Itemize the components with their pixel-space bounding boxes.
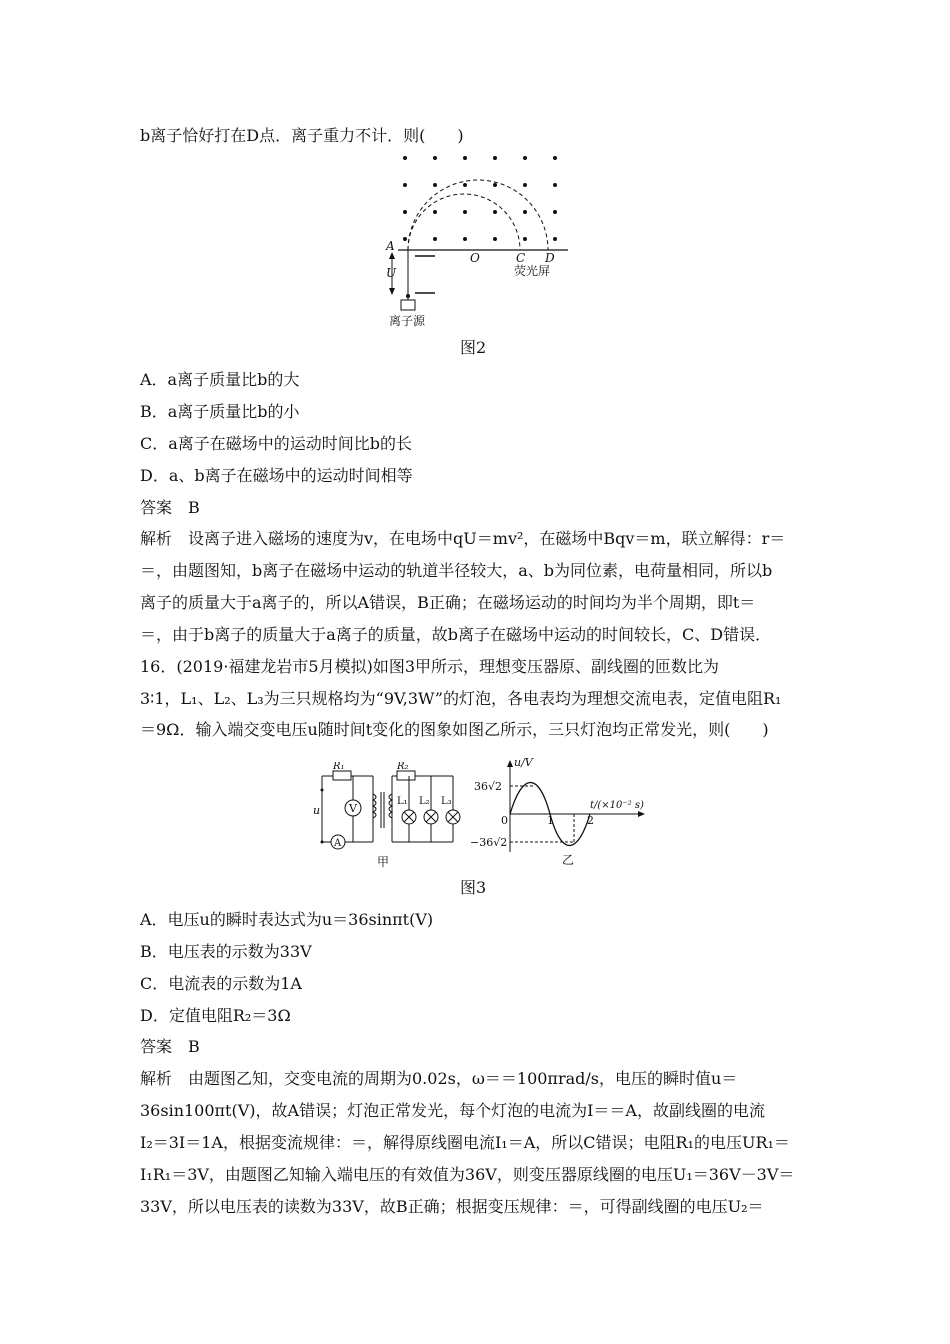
q16-stem-line-3: ＝9Ω．输入端交变电压u随时间t变化的图象如图乙所示，三只灯泡均正常发光，则( ) [140,720,769,739]
q15-intro: b离子恰好打在D点．离子重力不计．则( ) [140,126,464,145]
label-jia: 甲 [377,855,390,869]
q15-option-d: D．a、b离子在磁场中的运动时间相等 [140,466,413,485]
label-O: O [470,251,480,265]
q15-option-a: A．a离子质量比b的大 [140,370,300,389]
q16-analysis-line-1: 解析 由题图乙知，交变电流的周期为0.02s，ω＝＝100πrad/s，电压的瞬时值u＝ [140,1069,738,1088]
label-r1: R₁ [333,762,345,772]
label-l2: L₂ [419,796,430,807]
figure-3-caption: 图3 [460,878,487,897]
y-max-label: 36√2 [474,780,503,793]
resistor-r2 [397,771,415,780]
resistor-r1 [333,771,351,780]
ion-source-box [401,300,415,310]
q15-analysis-line-3: 离子的质量大于a离子的，所以A错误，B正确；在磁场运动的时间均为半个周期，即t＝ [140,593,756,612]
y-axis-label: u/V [514,756,533,769]
lamp-l1-icon [402,810,416,824]
origin-label: 0 [501,814,508,827]
label-ion-source: 离子源 [389,314,426,328]
x-axis-label: t/(×10⁻² s) [590,800,644,811]
figure-2-magnetic-field-diagram [380,150,580,330]
label-screen: 荧光屏 [514,264,551,278]
q15-option-c: C．a离子在磁场中的运动时间比b的长 [140,434,413,453]
label-u: u [313,804,321,817]
lamp-l2-icon [424,810,438,824]
label-A: A [386,239,395,253]
trajectory-a [408,194,520,250]
q15-answer: 答案 B [140,498,200,517]
ammeter-label: A [334,838,342,849]
q16-analysis-line-5: 33V，所以电压表的读数为33V，故B正确；根据变压规律：＝，可得副线圈的电压U₂＝ [140,1197,764,1216]
label-l1: L₁ [397,796,408,807]
q16-analysis-line-3: I₂＝3I＝1A，根据变流规律：＝，解得原线圈电流I₁＝A，所以C错误；电阻R₁的电压UR₁＝ [140,1133,790,1152]
magnetic-field-dots [403,156,557,241]
voltmeter-label: V [349,802,357,815]
tick-2-label: 2 [587,814,594,827]
q15-option-b: B．a离子质量比b的小 [140,402,300,421]
lamp-l3-icon [446,810,460,824]
label-l3: L₃ [441,796,452,807]
figure-3-voltage-graph [470,752,670,867]
q16-option-b: B．电压表的示数为33V [140,942,312,961]
q16-stem-line-1: 16．(2019·福建龙岩市5月模拟)如图3甲所示，理想变压器原、副线圈的匝数比为 [140,657,720,676]
q16-option-c: C．电流表的示数为1A [140,974,302,993]
q16-answer: 答案 B [140,1037,200,1056]
q16-analysis-line-2: 36sin100πt(V)，故A错误；灯泡正常发光，每个灯泡的电流为I＝＝A，故副线圈的电流 [140,1101,765,1120]
q15-analysis-line-1: 解析 设离子进入磁场的速度为v，在电场中qU＝mv²，在磁场中Bqv＝m，联立解得：r＝ [140,529,786,548]
trajectory-b [408,180,548,250]
figure-3-circuit-diagram [305,762,465,872]
q15-analysis-line-4: ＝，由于b离子的质量大于a离子的质量，故b离子在磁场中运动的时间较长，C、D错误． [140,625,772,644]
q15-analysis-line-2: ＝，由题图知，b离子在磁场中运动的轨道半径较大，a、b为同位素，电荷量相同，所以b [140,561,773,580]
label-U: U [386,266,397,280]
tick-1-label: 1 [547,814,554,827]
label-D: D [545,251,555,265]
label-C: C [516,251,526,265]
label-yi: 乙 [562,853,575,867]
q16-analysis-line-4: I₁R₁＝3V，由题图乙知输入端电压的有效值为36V，则变压器原线圈的电压U₁＝36V－3V＝ [140,1165,795,1184]
figure-2-caption: 图2 [460,338,487,357]
label-r2: R₂ [397,762,409,772]
y-min-label: −36√2 [470,836,508,849]
q16-stem-line-2: 3∶1，L₁、L₂、L₃为三只规格均为“9V,3W”的灯泡，各电表均为理想交流电表，定值电阻R₁ [140,689,782,708]
q16-option-d: D．定值电阻R₂＝3Ω [140,1006,291,1025]
q16-option-a: A．电压u的瞬时表达式为u＝36sinπt(V) [140,910,434,929]
